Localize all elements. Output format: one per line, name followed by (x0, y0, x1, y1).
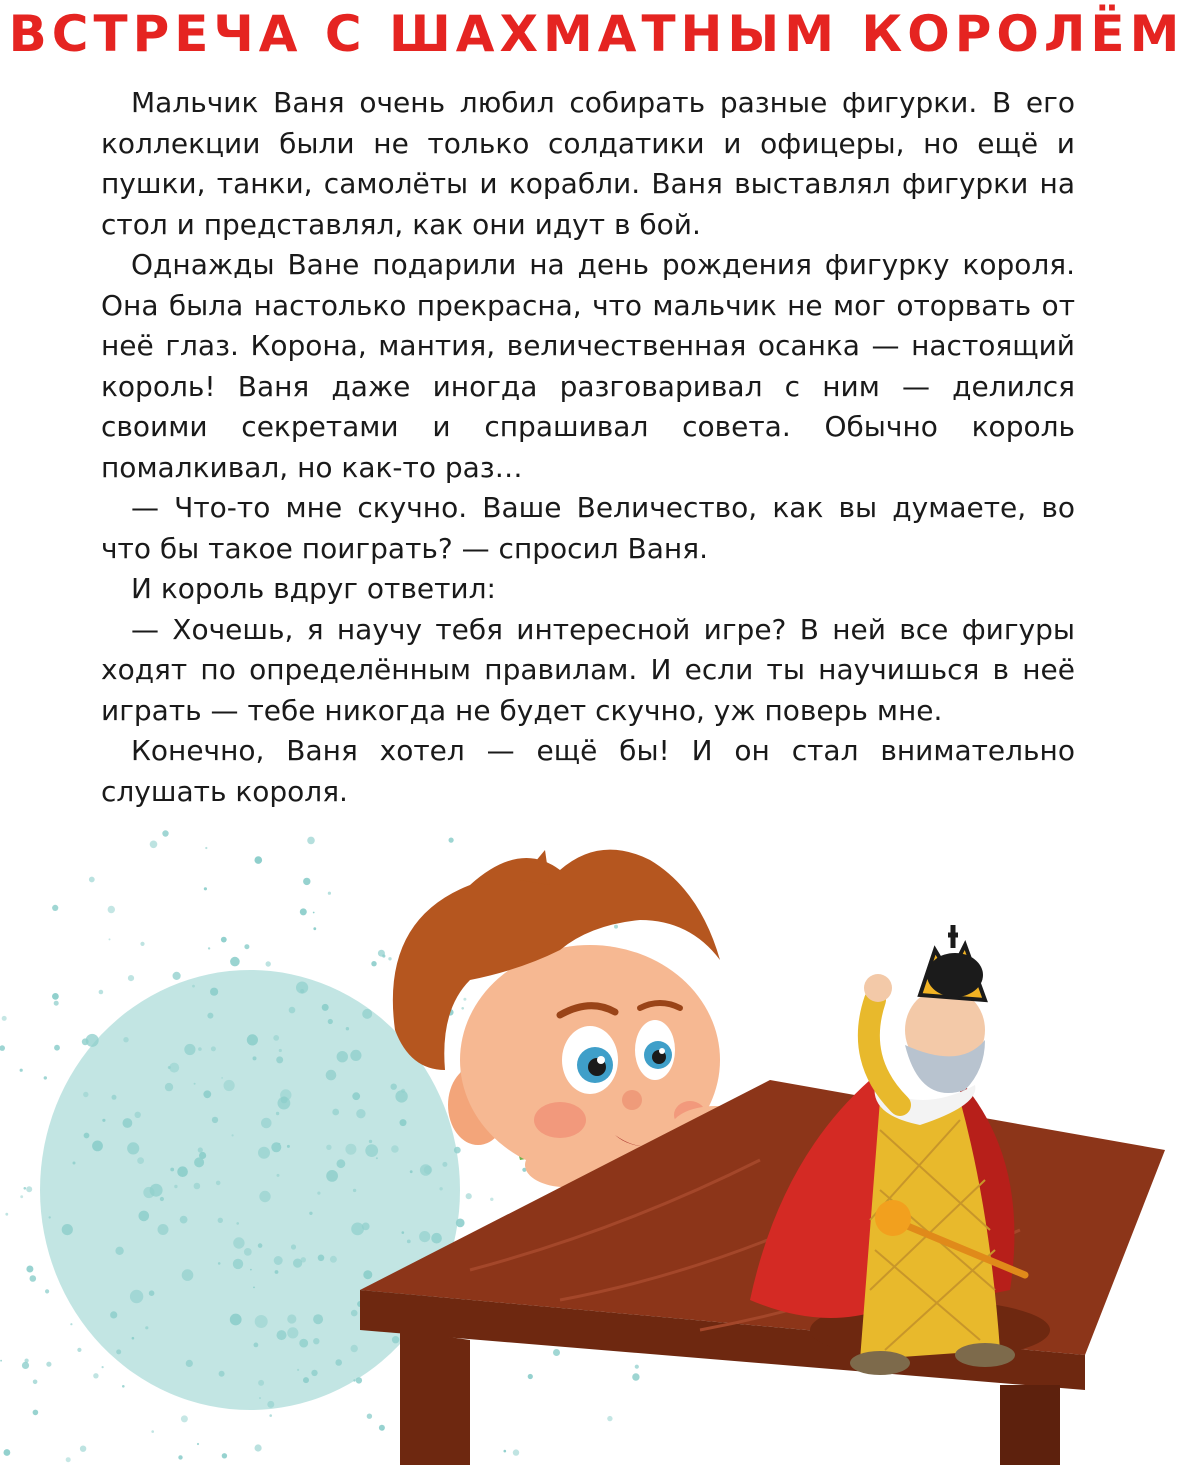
splash-dot (20, 1195, 23, 1198)
splash-dot (371, 961, 376, 966)
splash-dot (221, 937, 227, 943)
splash-dot (20, 1069, 23, 1072)
splash-dot (449, 838, 454, 843)
splash-dot (150, 841, 158, 849)
splash-dot (82, 1038, 89, 1045)
splash-dot (222, 1453, 227, 1458)
splash-dot (313, 912, 315, 914)
splash-dot (388, 957, 391, 960)
splash-dot (93, 1373, 98, 1378)
splash-dot (307, 837, 315, 845)
splash-dot (379, 1425, 385, 1431)
splash-dot (313, 927, 316, 930)
story-paragraph: — Что-то мне скучно. Ваше Величество, как вы думаете, во что бы такое поиграть? — спросил Ваня. (101, 491, 1075, 565)
splash-dot (162, 830, 168, 836)
splash-dot (0, 1360, 2, 1362)
splash-core (40, 970, 460, 1410)
splash-dot (254, 856, 262, 864)
splash-dot (230, 957, 240, 967)
story-text (101, 83, 1075, 812)
splash-dot (102, 1366, 104, 1368)
splash-dot (461, 1007, 464, 1010)
splash-dot (122, 1385, 125, 1388)
splash-dot (463, 998, 466, 1001)
story-paragraph: Мальчик Ваня очень любил собирать разные фигурки. В его коллекции были не только солдатики и офицеры, но ещё и пушки, танки, самолёты и корабли. Ваня выставлял фигурки на стол и представлял, как они идут в бой. (101, 86, 1075, 241)
splash-dot (54, 1045, 60, 1051)
splash-dot (0, 1045, 5, 1051)
page-title: ВСТРЕЧА С ШАХМАТНЫМ КОРОЛЁМ (8, 5, 1185, 63)
splash-dot (528, 1374, 533, 1379)
splash-dot (26, 1266, 33, 1273)
story-paragraph: Однажды Ване подарили на день рождения фигурку короля. Она была настолько прекрасна, что мальчик не мог оторвать от неё глаз. Корона, мантия, величественная осанка — настоящий король! Ваня даже иногда разговаривал с ним — делился своими секретами и спрашивал совета. Обычно король помалкивал, но как-то раз… (101, 248, 1075, 484)
splash-dot (46, 1362, 51, 1367)
splash-dot (140, 942, 144, 946)
splash-dot (269, 1414, 272, 1417)
splash-dot (22, 1362, 29, 1369)
splash-dot (607, 1416, 612, 1421)
splash-dot (52, 905, 58, 911)
splash-dot (2, 1016, 7, 1021)
story-paragraph: И король вдруг ответил: (131, 572, 496, 605)
splash-dot (128, 975, 134, 981)
splash-dot (89, 877, 95, 883)
story-paragraph: — Хочешь, я научу тебя интересной игре? В ней все фигуры ходят по определённым правилам. И если ты научишься в неё играть — тебе никогда не будет скучно, уж поверь мне. (101, 612, 1075, 727)
splash-dot (635, 1365, 639, 1369)
splash-dot (205, 847, 207, 849)
splash-dot (255, 1444, 262, 1451)
splash-dot (328, 892, 331, 895)
splash-dot (197, 1443, 199, 1445)
splash-dot (466, 1193, 472, 1199)
splash-dot (382, 1429, 384, 1431)
splash-dot (77, 1348, 81, 1352)
splash-dot (151, 1430, 154, 1433)
splash-dot (173, 972, 181, 980)
splash-dot (303, 878, 310, 885)
splash-dot (181, 1415, 188, 1422)
splash-dot (266, 961, 271, 966)
splash-dot (52, 993, 59, 1000)
splash-dot (26, 1186, 32, 1192)
splash-dot (367, 1414, 372, 1419)
boy-and-king-illustration (0, 830, 1193, 1465)
splash-dot (99, 990, 104, 995)
splash-dot (24, 1187, 27, 1190)
splash-dot (33, 1380, 38, 1385)
story-paragraph: Конечно, Ваня хотел — ещё бы! И он стал внимательно слушать короля. (101, 734, 1075, 808)
splash-dot (109, 938, 111, 940)
splash-dot (44, 1076, 47, 1079)
splash-dot (513, 1449, 519, 1455)
splash-dot (30, 1275, 37, 1282)
splash-dot (5, 1213, 8, 1216)
splash-dot (45, 1289, 49, 1293)
splash-dot (70, 1323, 72, 1325)
splash-dot (490, 1198, 493, 1201)
splash-dot (204, 887, 207, 890)
splash-dot (244, 944, 249, 949)
splash-dot (178, 1455, 182, 1459)
splash-dot (632, 1373, 639, 1380)
splash-dot (614, 925, 618, 929)
splash-dot (553, 1349, 560, 1356)
splash-dot (382, 954, 385, 957)
splash-dot (80, 1446, 86, 1452)
splash-dot (208, 947, 210, 949)
splash-dot (108, 906, 115, 913)
splash-dot (33, 1410, 39, 1416)
splash-dot (66, 1457, 71, 1462)
splash-dot (4, 1449, 11, 1456)
splash-dot (300, 908, 307, 915)
splash-dot (504, 1450, 507, 1453)
splash-dot (54, 1001, 59, 1006)
